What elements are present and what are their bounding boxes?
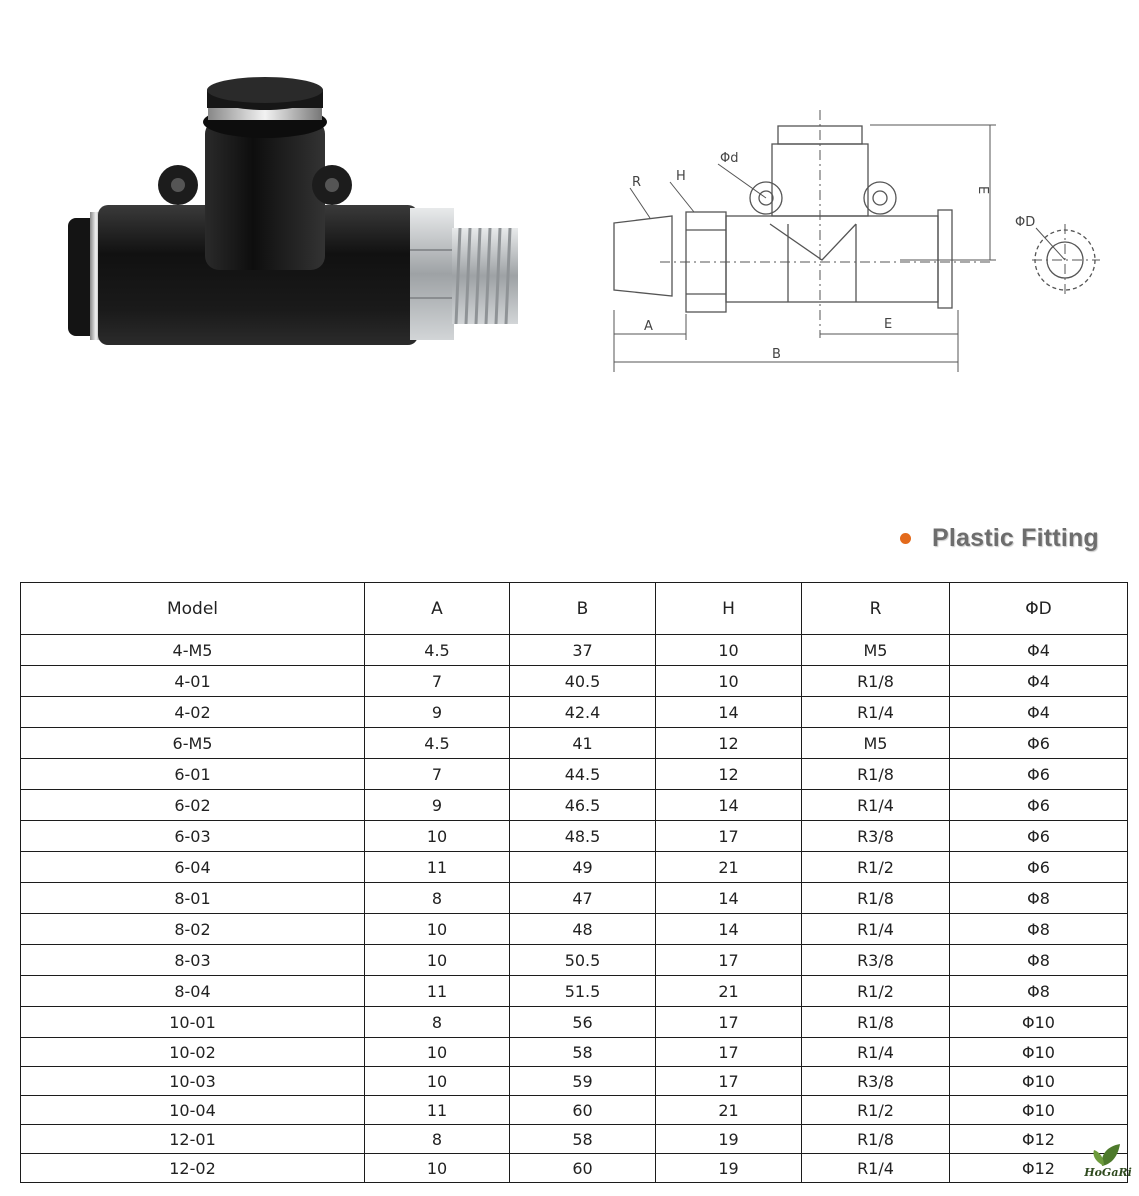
technical-drawing: [600, 100, 1120, 400]
table-cell: Φ6: [950, 759, 1128, 790]
table-cell: 14: [656, 883, 802, 914]
table-cell: 14: [656, 697, 802, 728]
table-cell: 10: [656, 635, 802, 666]
table-row: [21, 1096, 1128, 1125]
table-cell: 6-04: [21, 852, 365, 883]
table-cell: 10: [365, 1154, 510, 1183]
section-title: Plastic Fitting: [932, 523, 1099, 552]
table-cell: 8: [365, 1007, 510, 1038]
column-header: R: [802, 583, 950, 635]
drawing-label-e: E: [884, 317, 893, 332]
table-cell: 9: [365, 697, 510, 728]
table-row: [21, 666, 1128, 697]
table-cell: 11: [365, 976, 510, 1007]
table-cell: 48.5: [510, 821, 656, 852]
table-cell: 12: [656, 759, 802, 790]
table-row: [21, 635, 1128, 666]
table-cell: 60: [510, 1154, 656, 1183]
section-label: [900, 520, 1099, 556]
table-cell: Φ10: [950, 1067, 1128, 1096]
table-row: [21, 1125, 1128, 1154]
table-cell: 10-02: [21, 1038, 365, 1067]
table-cell: 7: [365, 666, 510, 697]
table-cell: 21: [656, 1096, 802, 1125]
table-cell: 51.5: [510, 976, 656, 1007]
table-row: [21, 914, 1128, 945]
table-cell: Φ10: [950, 1007, 1128, 1038]
table-cell: 40.5: [510, 666, 656, 697]
drawing-label-b: B: [772, 347, 781, 362]
table-cell: 9: [365, 790, 510, 821]
table-cell: 10: [656, 666, 802, 697]
product-photo: [50, 60, 530, 360]
table-cell: 10-04: [21, 1096, 365, 1125]
drawing-label-a: A: [644, 319, 653, 334]
table-cell: 4.5: [365, 728, 510, 759]
table-cell: 8-02: [21, 914, 365, 945]
thread-outline: [614, 216, 672, 296]
table-cell: 12: [656, 728, 802, 759]
table-cell: R1/4: [802, 1154, 950, 1183]
table-cell: 4-01: [21, 666, 365, 697]
table-cell: 8-01: [21, 883, 365, 914]
table-cell: Φ6: [950, 852, 1128, 883]
table-row: [21, 759, 1128, 790]
table-cell: 59: [510, 1067, 656, 1096]
table-cell: 12-02: [21, 1154, 365, 1183]
table-cell: R1/2: [802, 1096, 950, 1125]
table-cell: 12-01: [21, 1125, 365, 1154]
table-body: [21, 635, 1128, 1183]
table-cell: R1/4: [802, 914, 950, 945]
table-cell: 19: [656, 1154, 802, 1183]
table-cell: 8: [365, 883, 510, 914]
table-cell: R1/8: [802, 1007, 950, 1038]
table-cell: 42.4: [510, 697, 656, 728]
drawing-label-r: R: [632, 175, 642, 190]
table-cell: 10: [365, 821, 510, 852]
table-cell: R1/8: [802, 666, 950, 697]
drawing-label-e-vertical: E: [975, 186, 990, 195]
table-cell: 46.5: [510, 790, 656, 821]
table-cell: R1/8: [802, 1125, 950, 1154]
table-cell: R3/8: [802, 1067, 950, 1096]
table-row: [21, 790, 1128, 821]
table-row: [21, 1007, 1128, 1038]
table-cell: 4-02: [21, 697, 365, 728]
table-cell: 60: [510, 1096, 656, 1125]
column-header: H: [656, 583, 802, 635]
table-cell: M5: [802, 635, 950, 666]
table-cell: 21: [656, 852, 802, 883]
table-cell: R3/8: [802, 945, 950, 976]
table-cell: 10-03: [21, 1067, 365, 1096]
brand-logo: [1080, 1140, 1136, 1186]
table-cell: 10-01: [21, 1007, 365, 1038]
table-row: [21, 821, 1128, 852]
column-header: Model: [21, 583, 365, 635]
table-cell: 10: [365, 1038, 510, 1067]
table-row: [21, 852, 1128, 883]
table-cell: Φ8: [950, 914, 1128, 945]
table-cell: 8: [365, 1125, 510, 1154]
table-cell: Φ8: [950, 976, 1128, 1007]
table-cell: 17: [656, 945, 802, 976]
table-header-row: [21, 583, 1128, 635]
body-outline: [726, 216, 938, 302]
table-row: [21, 1038, 1128, 1067]
drawing-label-h: H: [676, 169, 686, 184]
table-cell: 4.5: [365, 635, 510, 666]
table-cell: R1/2: [802, 852, 950, 883]
column-header: A: [365, 583, 510, 635]
table-cell: 50.5: [510, 945, 656, 976]
table-cell: 56: [510, 1007, 656, 1038]
table-cell: 10: [365, 945, 510, 976]
table-row: [21, 1067, 1128, 1096]
table-cell: 44.5: [510, 759, 656, 790]
table-cell: 58: [510, 1125, 656, 1154]
table-cell: 11: [365, 852, 510, 883]
table-row: [21, 883, 1128, 914]
table-row: [21, 945, 1128, 976]
table-cell: 8-03: [21, 945, 365, 976]
table-cell: Φ6: [950, 821, 1128, 852]
table-cell: 6-M5: [21, 728, 365, 759]
table-cell: R3/8: [802, 821, 950, 852]
table-cell: 17: [656, 1067, 802, 1096]
table-cell: 6-02: [21, 790, 365, 821]
table-cell: 47: [510, 883, 656, 914]
table-cell: 21: [656, 976, 802, 1007]
table-cell: R1/2: [802, 976, 950, 1007]
table-cell: 4-M5: [21, 635, 365, 666]
column-header: ΦD: [950, 583, 1128, 635]
table-cell: 6-01: [21, 759, 365, 790]
table-cell: 17: [656, 821, 802, 852]
table-cell: Φ12: [950, 1154, 1128, 1183]
drawing-label-phi-d: Φd: [720, 151, 739, 166]
table-cell: R1/4: [802, 1038, 950, 1067]
table-cell: Φ4: [950, 697, 1128, 728]
table-cell: Φ12: [950, 1125, 1128, 1154]
table-cell: 19: [656, 1125, 802, 1154]
table-cell: 10: [365, 914, 510, 945]
table-cell: R1/8: [802, 759, 950, 790]
table-cell: 17: [656, 1007, 802, 1038]
table-cell: Φ6: [950, 728, 1128, 759]
table-cell: 17: [656, 1038, 802, 1067]
table-cell: 8-04: [21, 976, 365, 1007]
table-cell: Φ8: [950, 945, 1128, 976]
table-cell: R1/8: [802, 883, 950, 914]
table-cell: 49: [510, 852, 656, 883]
table-cell: Φ8: [950, 883, 1128, 914]
fitting-stem: [205, 120, 325, 270]
brand-logo-text: HoGaRi: [1084, 1166, 1132, 1179]
table-cell: Φ4: [950, 666, 1128, 697]
table-cell: M5: [802, 728, 950, 759]
table-cell: 10: [365, 1067, 510, 1096]
table-cell: 11: [365, 1096, 510, 1125]
table-cell: 48: [510, 914, 656, 945]
table-cell: 14: [656, 790, 802, 821]
table-cell: 58: [510, 1038, 656, 1067]
column-header: B: [510, 583, 656, 635]
table-cell: 7: [365, 759, 510, 790]
table-cell: R1/4: [802, 790, 950, 821]
table-row: [21, 976, 1128, 1007]
drawing-label-phi-D: ΦD: [1015, 215, 1036, 230]
table-row: [21, 728, 1128, 759]
table-cell: Φ10: [950, 1096, 1128, 1125]
table-cell: 14: [656, 914, 802, 945]
bullet-dot-icon: [900, 533, 911, 544]
table-cell: Φ6: [950, 790, 1128, 821]
table-row: [21, 1154, 1128, 1183]
table-cell: 41: [510, 728, 656, 759]
table-cell: Φ4: [950, 635, 1128, 666]
table-row: [21, 697, 1128, 728]
table-cell: 37: [510, 635, 656, 666]
table-cell: R1/4: [802, 697, 950, 728]
table-cell: Φ10: [950, 1038, 1128, 1067]
table-cell: 6-03: [21, 821, 365, 852]
spec-table: [20, 582, 1128, 1183]
hex-nut: [410, 208, 454, 340]
